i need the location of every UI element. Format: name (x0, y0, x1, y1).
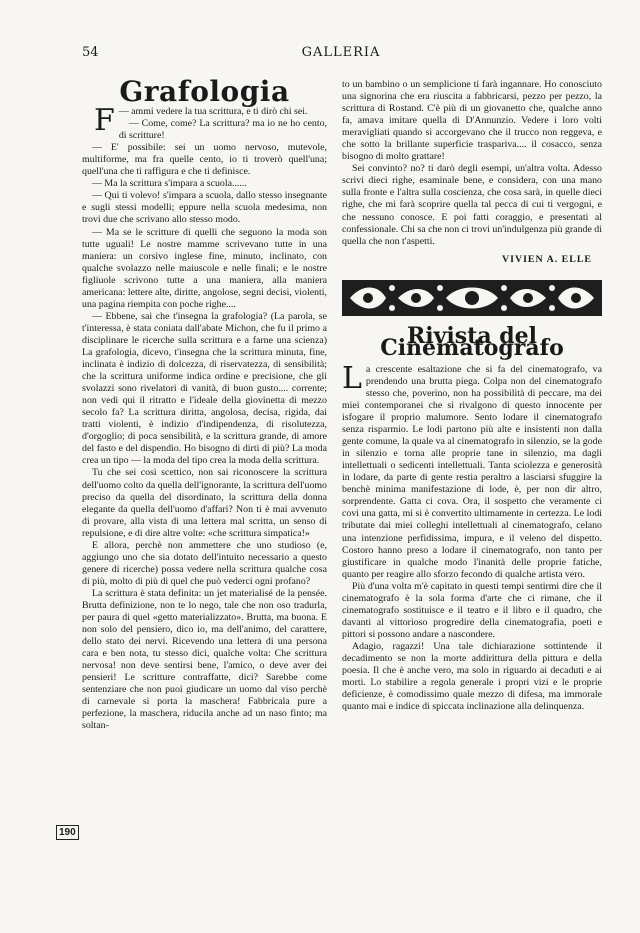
paragraph: — Ma se le scritture di quelli che seguono la moda son tutte uguali! Le nostre mamme scrivevano tutte in una maniera: un corsivo inglese fine, minuto, inclinato, con qualche svolazzo nelle maiuscole e nelle finali; e le nostre figliuole scrivono tutte a una maniera, alla maniera americana: lettere alte, diritte, angolose, segni decisi, violenti, una pagina riempita con poche righe.... (82, 226, 327, 310)
paragraph: E allora, perchè non ammettere che uno studioso (e, aggiungo uno che sia dotato dell'intuito necessario a questo genere di ricerche) possa vedere nella scrittura qualche cosa di più, molto di più di quel che può vederci ogni profano? (82, 539, 327, 587)
paragraph: — Come, come? La scrittura? ma io ne ho cento, di scritture! (118, 118, 327, 142)
paragraph: — E' possibile: sei un uomo nervoso, mutevole, multiforme, ma fra quelle cento, io ti troverò quell'una; quell'una che ti raffigura e che ti definisce. (82, 142, 327, 178)
drop-cap: L (342, 360, 362, 396)
paragraph: — Ebbene, sai che t'insegna la grafologia? (La parola, se t'interessa, è stata coniata dall'abate Michon, che fu il primo a disciplinare le ricerche sulla scrittura e a farne una scienza) La grafologia, dicevo, t'insegna che la scrittura minuta, fine, inclinata è indizio di dolcezza, di riservatezza, di sensibilità; che la scrittura uniforme indica ordine e precisione, che gli svolazzi sono rivelatori di vanità, di buon gusto.... corrente; non vedi qui il ritratto e l'ideale della giovinetta di mezzo secolo fa? La scrittura diritta, angolosa, decisa, rigida, dai tratti violenti, è indizio d'indipendenza, di risolutezza, d'orgoglio; di poca sensibilità, e la scrittura grande, di amore del fasto e del dispendio. Ho bisogno di dirti di più? La moda crea un tipo — la moda del tipo crea la moda della scrittura. (82, 310, 327, 467)
decorative-ornament-icon (342, 280, 602, 316)
paragraph: Più d'una volta m'è capitato in questi tempi sentirmi dire che il cinematografo è la sola forma d'arte che ci rimane, che il cinematografo sostituisce e il teatro e il libro e il quadro, che davanti al vittorioso progredire della cinematografia, poeti e pittori si possono andare a nascondere. (342, 580, 602, 640)
article-title-cinematografo: Rivista del Cinematografo (380, 322, 564, 361)
right-column (342, 79, 602, 713)
paragraph: La scrittura è stata definita: un jet materialisé de la pensée. Brutta definizione, non te lo nego, tale che non oso tradurla, per paura di quel «getto materializzato». Brutta, ma buona. E non solo del pensiero, dico io, ma dell'animo, del carattere, dello stato dei nervi. Ricevendo una lettera di una persona cara e ben nota, tu stesso dici, qualche volta: Che scrittura nervosa! non deve sentirsi bene, l'amico, o deve aver dei pensieri! Le scritture contraffatte, dici? Sarebbe come sentenziare che non puoi giudicare un uomo dal viso perchè di carnevale si porta la maschera! Fabbricala pure a perfezione, la maschera, riducila anche ad un naso finto; ma soltan- (82, 587, 327, 732)
opening-paragraph (342, 360, 602, 581)
paragraph: Sei convinto? no? ti darò degli esempi, un'altra volta. Adesso scrivi dieci righe, esaminale bene, e considera, con una mano sulla fronte e l'altra sulla coscienza, che cosa sarà, in quelle dieci righe, che mi farà scoprire quella tal pecca di cui ti vergogni, e che nessuno conosce. E poi fatti coraggio, e presentati al confessionale. Chi sa che non ci trovi un'indulgenza più grande di quella che non t'aspetti. (342, 163, 602, 247)
opening-paragraph: — F ammi vedere la tua scrittura, e ti dirò chi sei. (94, 103, 308, 139)
drop-cap: F (94, 103, 115, 139)
paragraph: — Ma la scrittura s'impara a scuola...... (92, 178, 247, 190)
opening-text: a crescente esaltazione che si fa del cinematografo, va prendendo una brutta piega. Colpa non del cinematografo stesso che, poverino, non ha possibilità di peccare, ma dei miei contemporanei che si rivalgono di questo innocente per isfogare il proprio malumore. Sento lodare il cinematografo senza risparmio. Le lodi partono più alte e insistenti non dalla gente comune, la quale va al cinematografo in silenzio, se la gode in silenzio e torna alle proprie tane in silenzio, ma dagli intellettuali o sedicenti intellettuali. Tanta sciolezza e generosità in lodare, da parte di gente restia peraltro a lasciarsi sfuggire la benchè minima manifestazione di lode, è, per non dir altro, sorprendente. Gatta ci cova. Ora, il sospetto che veramente ci covi una gatta, mi si è convertito ultimamente in certezza. Le lodi tributate dai miei colleghi intellettuali al cinematografo, celano una intenzione perfidissima, impura, e il veleno del dispetto. Costoro hanno preso a lodare il cinematografo, non tanto per giustificare in qualche modo l'inanità delle proprie fatiche, quanto per reagire allo sforzo fecondo di qualche artista vero. (342, 363, 602, 580)
running-title: GALLERIA (301, 45, 381, 60)
page-badge: 190 (56, 825, 79, 840)
paragraph: — Qui ti volevo! s'impara a scuola, dallo stesso insegnante e sugli stessi modelli; eppure nella scuola medesima, non trovi due che scrivano allo stesso modo. (82, 190, 327, 226)
author-signature: VIVIEN A. ELLE (501, 253, 592, 265)
page-number: 54 (82, 45, 99, 60)
left-column (82, 75, 327, 732)
page-header (82, 45, 600, 63)
article-title-grafologia: Grafologia (119, 75, 290, 108)
paragraph: Tu che sei così scettico, non sai riconoscere la scrittura dell'uomo colto da quella dell'ignorante, la scrittura dell'uomo preciso da quella del disordinato, la scrittura della donna elegante da quella dell'uomo d'affari? Non ti è mai avvenuto di provare, alla vista di una lettera mal scritta, un senso di repulsione, e di dire altre volte: «che scrittura simpatica!» (82, 467, 327, 539)
paragraph: to un bambino o un semplicione ti farà ingannare. Ho conosciuto una signorina che era riuscita a fabbricarsi, pezzo per pezzo, la scrittura di Rostand. C'è più di un giovanetto che, qualche anno fa, amava imitare quella di D'Annunzio. Vedere i loro volti meravigliati quando si accorgevano che il trucco non reggeva, e che sotto la brillante superficie trasparivа.... il cosacco, senza bisogno di molto grattare! (342, 79, 602, 163)
opening-text: ammi vedere la tua scrittura, e ti dirò chi sei. (131, 106, 308, 118)
paragraph: Adagio, ragazzi! Una tale dichiarazione sottintende il decadimento se non la morte addirittura della pittura e della poesia. Il che è anche vero, ma solo in riguardo ai decaduti e ai morti. Lo stabilire a regola generale i propri vizi e le proprie deficienze, è comodissimo quale mezzo di difesa, ma immorale quanto mai e indice di spiccata inclinazione alla delinquenza. (342, 640, 602, 713)
